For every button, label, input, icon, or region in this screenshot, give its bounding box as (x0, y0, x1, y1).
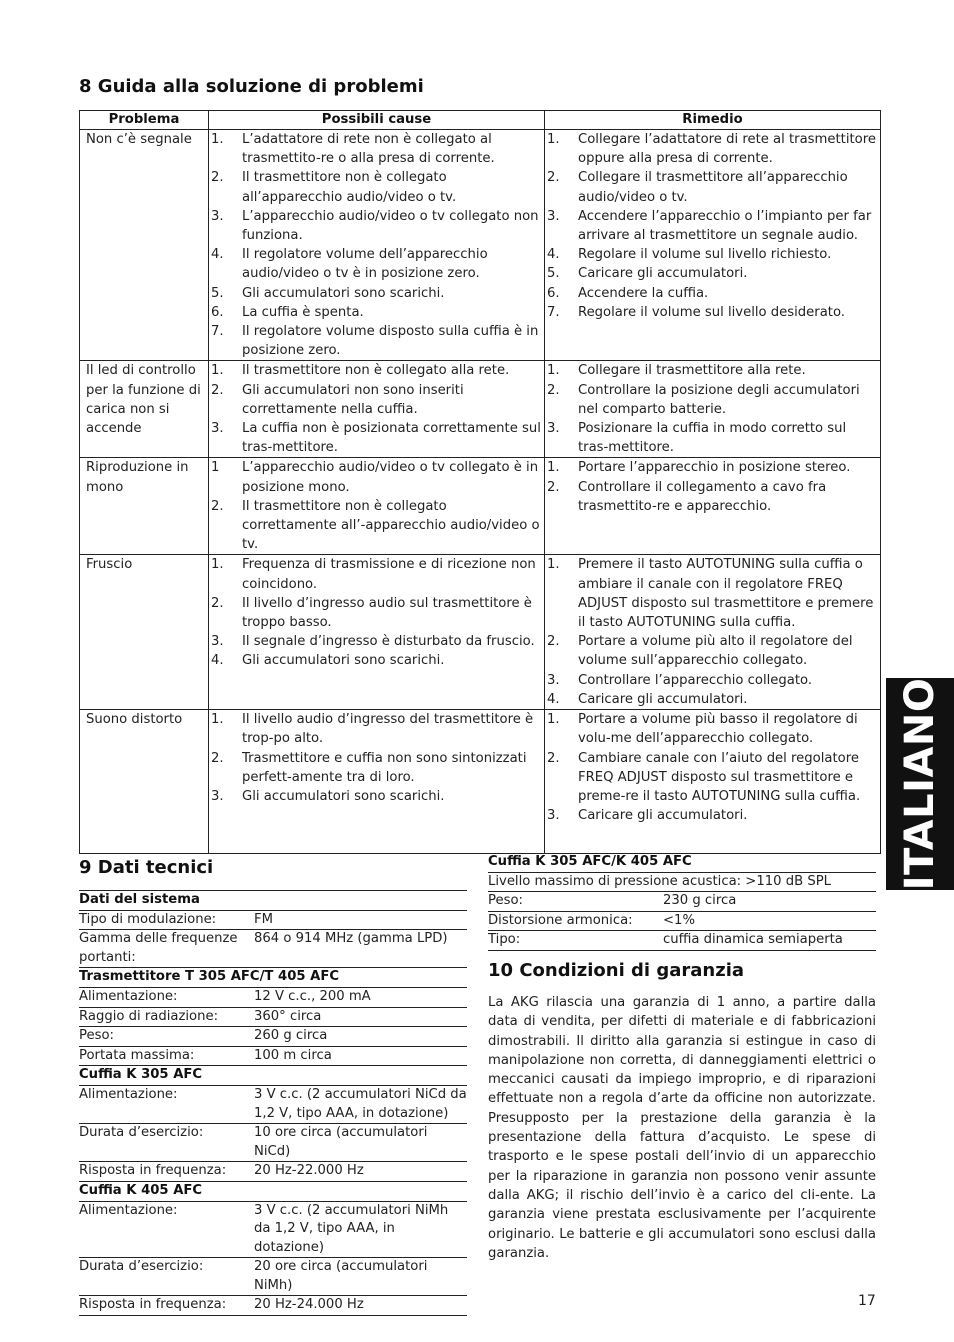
tech-key: Gamma delle frequenze portanti: (79, 930, 254, 968)
causes-list (209, 555, 544, 670)
item-text: L’adattatore di rete non è collegato al trasmettito-re o alla presa di corrente. (242, 132, 495, 167)
item-text: Collegare il trasmettitore all’apparecchio audio/video o tv. (578, 170, 848, 205)
item-number: 1. (547, 363, 560, 379)
tech-key: Peso: (79, 1027, 254, 1047)
item-number: 4. (547, 691, 560, 707)
tech-key: Raggio di radiazione: (79, 1007, 254, 1027)
item-text: Il segnale d’ingresso è disturbato da fruscio. (242, 634, 535, 650)
list-item (545, 632, 880, 670)
item-number: 1. (547, 132, 560, 147)
remedy-list (545, 710, 880, 825)
item-number: 2. (547, 382, 560, 398)
list-item (209, 458, 544, 496)
causes-cell (209, 710, 545, 854)
table-row (80, 130, 881, 361)
tech-row (79, 1124, 467, 1162)
item-text: La cuffia non è posizionata correttamente sul tras-mettitore. (242, 421, 541, 456)
list-item (545, 458, 880, 477)
problem-cell: Non c’è segnale (80, 130, 209, 361)
causes-cell (209, 458, 545, 555)
tech-value: 20 Hz-24.000 Hz (254, 1296, 467, 1316)
item-text: Frequenza di trasmissione e di ricezione non coincidono. (242, 557, 536, 592)
tech-row (79, 1296, 467, 1316)
table-row (80, 710, 881, 854)
tech-row (79, 1046, 467, 1066)
item-number: 2. (547, 170, 560, 186)
list-item (545, 671, 880, 690)
list-item (545, 381, 880, 419)
tech-key: Risposta in frequenza: (79, 1162, 254, 1182)
list-item (209, 651, 544, 670)
item-text: Il livello audio d’ingresso del trasmettitore è trop-po alto. (242, 712, 534, 747)
header-causes: Possibili cause (209, 111, 545, 130)
item-text: La cuffia è spenta. (242, 304, 364, 320)
causes-list (209, 130, 544, 360)
remedy-list (545, 458, 880, 516)
item-number: 1. (211, 132, 224, 147)
item-text: Il livello d’ingresso audio sul trasmettitore è troppo basso. (242, 595, 532, 631)
item-number: 1. (547, 460, 560, 476)
tech-value: 864 o 914 MHz (gamma LPD) (254, 930, 467, 968)
item-text: Il trasmettitore non è collegato all’apparecchio audio/video o tv. (242, 170, 457, 205)
tech-value: 360° circa (254, 1007, 467, 1027)
tech-key: Alimentazione: (79, 1201, 254, 1258)
causes-cell (209, 555, 545, 710)
tech-key: Peso: (488, 892, 663, 912)
tech-section-headphones: Cuffia K 305 AFC/K 405 AFC (488, 853, 876, 872)
language-side-tab (886, 678, 954, 890)
remedy-cell (545, 555, 881, 710)
item-number: 3. (547, 672, 560, 688)
tech-row (79, 1162, 467, 1182)
list-item (545, 478, 880, 516)
causes-cell (209, 130, 545, 361)
item-number: 5. (547, 266, 560, 282)
list-item (209, 361, 544, 380)
item-number: 3. (211, 421, 224, 437)
item-number: 4. (211, 247, 224, 263)
tech-row (488, 892, 876, 912)
tech-key: Alimentazione: (79, 987, 254, 1007)
table-header-row (80, 111, 881, 130)
tech-section-k405 (79, 1181, 467, 1201)
header-problem: Problema (80, 111, 209, 130)
tech-section-title: Dati del sistema (79, 891, 467, 911)
item-text: Accendere l’apparecchio o l’impianto per far arrivare al trasmettitore un segnale audio. (578, 208, 872, 244)
remedy-list (545, 555, 880, 709)
item-text: Controllare il collegamento a cavo fra trasmettito-re e apparecchio. (578, 479, 827, 514)
tech-row (79, 1201, 467, 1258)
item-text: Gli accumulatori sono scarichi. (242, 788, 445, 804)
tech-row: Livello massimo di pressione acustica: >110 dB SPL (488, 872, 876, 892)
tech-key: Durata d’esercizio: (79, 1258, 254, 1296)
warranty-text: La AKG rilascia una garanzia di 1 anno, a partire dalla data di vendita, per difetti di materiale e di fabbricazioni dimostrabili. Il diritto alla garanzia si estingue in caso di manipolazione non corretta, di danneggiamenti elettrici o meccanici causati da impiego improprio, e di riparazioni effettuate non a regola d’arte da officine non autorizzate. Presupposto per la prestazione della garanzia è la presentazione della fattura d’acquisto. Le spese di trasporto e le spese postali dell’invio di un apparecchio per la riparazione in garanzia non possono venir assunte dalla AKG; il rischio dell’invio è a carico del cli-ente. La garanzia viene prestata esclusivamente per l’acquirente originario. Le batterie e gli accumulatori sono esclusi dalla garanzia. (488, 995, 876, 1261)
causes-list (209, 710, 544, 806)
item-text: Il trasmettitore non è collegato alla rete. (242, 363, 510, 379)
item-text: L’apparecchio audio/video o tv collegato non funziona. (242, 208, 539, 244)
remedy-cell (545, 130, 881, 361)
tech-value: 20 ore circa (accumulatori NiMh) (254, 1258, 467, 1296)
problem-cell: Riproduzione in mono (80, 458, 209, 555)
list-item (545, 419, 880, 457)
item-text: Gli accumulatori sono scarichi. (242, 285, 445, 301)
section-8-title: 8 Guida alla soluzione di problemi (79, 76, 424, 97)
causes-cell (209, 361, 545, 458)
list-item (545, 690, 880, 709)
tech-row (488, 911, 876, 931)
item-text: Controllare la posizione degli accumulatori nel comparto batterie. (578, 382, 860, 417)
header-remedy: Rimedio (545, 111, 881, 130)
item-text: Gli accumulatori sono scarichi. (242, 653, 445, 669)
item-number: 6. (211, 304, 224, 320)
problem-cell: Suono distorto (80, 710, 209, 854)
item-text: Collegare il trasmettitore alla rete. (578, 363, 806, 379)
causes-list (209, 458, 544, 554)
remedy-cell (545, 361, 881, 458)
tech-section-title: Trasmettitore T 305 AFC/T 405 AFC (79, 968, 467, 988)
item-number: 2. (211, 750, 224, 766)
page-number: 17 (858, 1293, 876, 1309)
list-item (209, 322, 544, 360)
item-number: 1. (211, 712, 224, 728)
item-number: 6. (547, 285, 560, 301)
item-number: 7. (211, 324, 224, 340)
list-item (209, 284, 544, 303)
list-item (209, 555, 544, 593)
tech-section-title: Cuffia K 305 AFC (79, 1066, 467, 1086)
tech-value: 100 m circa (254, 1046, 467, 1066)
table-row (80, 555, 881, 710)
tech-key: Tipo di modulazione: (79, 910, 254, 930)
item-number: 2. (547, 750, 560, 766)
tech-key: Tipo: (488, 931, 663, 951)
list-item (209, 381, 544, 419)
list-item (545, 264, 880, 283)
table-row (80, 361, 881, 458)
list-item (545, 168, 880, 206)
item-number: 1 (211, 460, 220, 476)
tech-row (488, 931, 876, 951)
item-text: Il trasmettitore non è collegato correttamente all’-apparecchio audio/video o tv. (242, 498, 540, 553)
tech-section-transmitter (79, 968, 467, 988)
item-number: 2. (211, 595, 224, 611)
list-item (209, 594, 544, 632)
tech-key: Risposta in frequenza: (79, 1296, 254, 1316)
list-item (209, 168, 544, 206)
item-number: 3. (547, 421, 560, 437)
table-row (80, 458, 881, 555)
remedy-list (545, 361, 880, 457)
item-number: 2. (211, 170, 224, 186)
item-number: 3. (547, 208, 560, 224)
item-text: Caricare gli accumulatori. (578, 266, 748, 282)
item-number: 1. (211, 557, 224, 573)
list-item (209, 419, 544, 457)
tech-value: 20 Hz-22.000 Hz (254, 1162, 467, 1182)
tech-data-table (79, 890, 467, 1316)
list-item (545, 710, 880, 748)
item-text: Portare l’apparecchio in posizione stereo. (578, 460, 851, 476)
list-item (545, 284, 880, 303)
problem-cell: Il led di controllo per la funzione di carica non si accende (80, 361, 209, 458)
headphones-data-table (488, 853, 876, 951)
item-number: 3. (211, 788, 224, 804)
problem-cell: Fruscio (80, 555, 209, 710)
list-item (209, 130, 544, 168)
list-item (209, 245, 544, 283)
list-item (209, 303, 544, 322)
list-item (209, 632, 544, 651)
item-number: 1. (547, 712, 560, 728)
tech-row (79, 1007, 467, 1027)
tech-value: 230 g circa (663, 892, 876, 912)
tech-value: 10 ore circa (accumulatori NiCd) (254, 1124, 467, 1162)
tech-section-system (79, 891, 467, 911)
item-text: Portare a volume più basso il regolatore di volu-me dell’apparecchio collegato. (578, 712, 858, 747)
tech-section-title: Cuffia K 405 AFC (79, 1181, 467, 1201)
tech-key: Portata massima: (79, 1046, 254, 1066)
tech-row (79, 1085, 467, 1123)
item-text: Regolare il volume sul livello desiderato. (578, 304, 845, 320)
list-item (545, 130, 880, 168)
item-text: Controllare l’apparecchio collegato. (578, 672, 813, 688)
list-item (545, 303, 880, 322)
tech-row (79, 1258, 467, 1296)
tech-value: 3 V c.c. (2 accumulatori NiCd da 1,2 V, tipo AAA, in dotazione) (254, 1085, 467, 1123)
list-item (209, 207, 544, 245)
remedy-list (545, 130, 880, 322)
tech-value: 3 V c.c. (2 accumulatori NiMh da 1,2 V, tipo AAA, in dotazione) (254, 1201, 467, 1258)
item-text: Gli accumulatori non sono inseriti correttamente nella cuffia. (242, 382, 464, 417)
list-item (545, 245, 880, 264)
list-item (209, 710, 544, 748)
tech-key: Distorsione armonica: (488, 911, 663, 931)
item-text: Cambiare canale con l’aiuto del regolatore FREQ ADJUST disposto sul trasmettitore e preme-re il tasto AUTOTUNING sulla cuffia. (578, 750, 861, 804)
list-item (545, 749, 880, 807)
item-number: 1. (211, 363, 224, 379)
item-text: L’apparecchio audio/video o tv collegato è in posizione mono. (242, 460, 539, 495)
tech-key: Alimentazione: (79, 1085, 254, 1123)
tech-value: <1% (663, 911, 876, 931)
list-item (545, 806, 880, 825)
remedy-cell (545, 458, 881, 555)
tech-key: Durata d’esercizio: (79, 1124, 254, 1162)
causes-list (209, 361, 544, 457)
list-item (545, 361, 880, 380)
tech-value: 12 V c.c., 200 mA (254, 987, 467, 1007)
item-text: Posizionare la cuffia in modo corretto sul tras-mettitore. (578, 421, 847, 456)
item-number: 3. (211, 208, 224, 224)
item-text: Trasmettitore e cuffia non sono sintonizzati perfett-amente tra di loro. (242, 750, 527, 785)
item-number: 3. (211, 634, 224, 650)
item-number: 7. (547, 304, 560, 320)
item-number: 1. (547, 557, 560, 573)
item-number: 2. (547, 634, 560, 650)
list-item (209, 787, 544, 806)
item-text: Accendere la cuffia. (578, 285, 709, 301)
list-item (209, 749, 544, 787)
troubleshooting-table (79, 110, 881, 854)
tech-row (79, 910, 467, 930)
item-text: Portare a volume più alto il regolatore del volume sull’apparecchio collegato. (578, 634, 853, 669)
language-label: ITALIANO (897, 677, 943, 891)
item-text: Il regolatore volume disposto sulla cuffia è in posizione zero. (242, 324, 539, 359)
item-number: 5. (211, 285, 224, 301)
tech-section-k305 (79, 1066, 467, 1086)
item-text: Collegare l’adattatore di rete al trasmettitore oppure alla presa di corrente. (578, 132, 876, 167)
tech-value: FM (254, 910, 467, 930)
item-text: Caricare gli accumulatori. (578, 691, 748, 707)
item-text: Regolare il volume sul livello richiesto. (578, 247, 832, 263)
tech-row (79, 1027, 467, 1047)
section-10-title: 10 Condizioni di garanzia (488, 960, 745, 981)
item-text: Caricare gli accumulatori. (578, 808, 748, 824)
tech-row (79, 987, 467, 1007)
tech-row (79, 930, 467, 968)
item-number: 3. (547, 808, 560, 824)
tech-value: 260 g circa (254, 1027, 467, 1047)
item-text: Il regolatore volume dell’apparecchio audio/video o tv è in posizione zero. (242, 247, 488, 282)
list-item (545, 207, 880, 245)
item-number: 4. (547, 247, 560, 263)
remedy-cell (545, 710, 881, 854)
item-number: 4. (211, 653, 224, 669)
tech-value: cuffia dinamica semiaperta (663, 931, 876, 951)
list-item (545, 555, 880, 632)
item-number: 2. (211, 498, 224, 514)
item-number: 2. (547, 479, 560, 495)
list-item (209, 497, 544, 555)
section-9-title: 9 Dati tecnici (79, 857, 214, 878)
item-text: Premere il tasto AUTOTUNING sulla cuffia o ambiare il canale con il regolatore FREQ ADJUST disposto sul trasmettitore e premere il tasto AUTOTUNING sulla cuffia. (578, 557, 874, 631)
item-number: 2. (211, 382, 224, 398)
